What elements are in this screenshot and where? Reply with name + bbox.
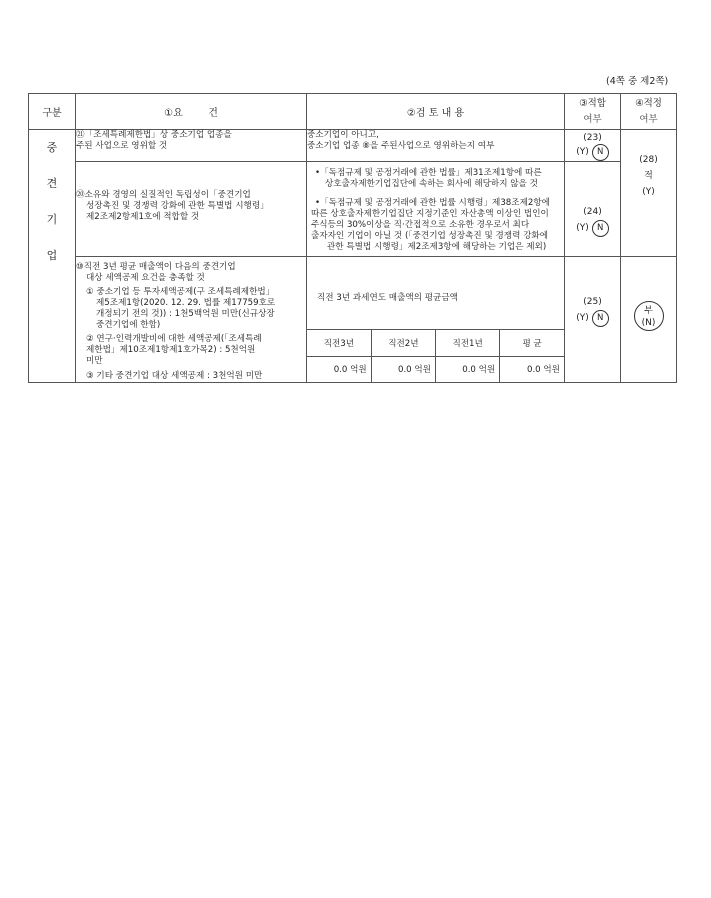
category-char-2: 견 [46, 177, 58, 190]
review-2-line-4: 따른 상호출자제한기업집단 지정기준인 자산총액 이상인 법인이 [311, 209, 549, 219]
adequacy-lower-cell [621, 257, 677, 383]
category-char-3: 기 [46, 213, 58, 226]
review-2-line-6: 출자자인 기업이 아닐 것 (「중견기업 성장촉진 및 경쟁력 강화에 [311, 231, 549, 241]
fit-yes-3[interactable]: (Y) [576, 313, 589, 323]
sales-col-label-2: 직전2년 [371, 330, 435, 356]
header-fit-line2: 여부 [583, 113, 602, 125]
requirement-2-line-2: 성장촉진 및 경쟁력 강화에 관한 특별법 시행령」 [86, 201, 269, 211]
requirement-row-1 [29, 130, 677, 162]
sales-value-3: 0.0 억원 [436, 356, 500, 382]
fit-number-3: (25) [583, 297, 602, 307]
requirement-3-line-1: ⑩직전 3년 평균 매출액이 다음의 중견기업 [76, 262, 236, 272]
requirement-2 [76, 162, 307, 257]
header-fit [565, 94, 621, 130]
requirement-row-3 [29, 257, 677, 383]
requirement-1 [76, 130, 307, 162]
fit-no-circled-1[interactable]: N [592, 144, 609, 161]
requirement-1-line-1: ㉑「조세특례제한법」상 중소기업 업종을 [76, 130, 232, 140]
adequacy-no-circled[interactable] [634, 301, 664, 331]
requirement-3 [76, 257, 307, 383]
review-1-line-1: 중소기업이 아니고, [307, 130, 379, 140]
category-char-1: 중 [46, 141, 58, 154]
header-adequacy-line2: 여부 [639, 113, 658, 125]
category-cell [29, 130, 76, 383]
fit-yes-1[interactable]: (Y) [576, 147, 589, 157]
fit-number-1: (23) [583, 133, 602, 143]
requirement-row-2 [29, 162, 677, 257]
sales-value-2: 0.0 억원 [371, 356, 435, 382]
sales-table-header [307, 330, 564, 356]
requirement-2-line-3: 제2조제2항제1호에 적합할 것 [86, 212, 200, 222]
requirement-3-item-2-line-2: 제한법」제10조제1항제1호가목2) : 5천억원 [86, 345, 256, 355]
header-category: 구분 [29, 94, 76, 130]
fit-no-circled-3[interactable]: N [592, 310, 609, 327]
review-2-line-5: 주식등의 30%이상을 직·간접적으로 소유한 경우로서 최다 [311, 220, 530, 230]
fit-yes-2[interactable]: (Y) [576, 223, 589, 233]
category-char-4: 업 [46, 249, 58, 262]
page-label: (4쪽 중 제2쪽) [606, 76, 669, 87]
requirement-3-item-1-line-3: 개정되기 전의 것)) : 1천5백억원 미만(신규상장 [96, 309, 275, 319]
requirement-3-item-2-line-3: 미만 [86, 356, 103, 366]
inadequacy-char: 부 [644, 306, 653, 316]
review-1-line-2: 중소기업 업종 ⑧을 주된사업으로 영위하는지 여부 [307, 141, 495, 151]
fit-cell-2 [565, 162, 621, 257]
sales-table-values [307, 356, 564, 382]
sales-col-label-1: 직전3년 [323, 338, 355, 349]
sales-table-wrap [307, 329, 564, 382]
requirement-1-line-2: 주된 사업으로 영위할 것 [76, 141, 168, 151]
requirement-2-line-1: ⑳소유와 경영의 실질적인 독립성이「중견기업 [76, 190, 251, 200]
sales-col-label-4: 평 균 [500, 330, 564, 356]
header-review: ②검 토 내 용 [307, 94, 565, 130]
requirement-3-line-2: 대상 세액공제 요건을 충족할 것 [86, 273, 205, 283]
header-row [29, 94, 677, 130]
review-2 [307, 162, 565, 257]
requirement-3-item-1-line-4: 중견기업에 한함) [96, 320, 161, 330]
sales-table [307, 330, 564, 382]
adequacy-char: 적 [644, 171, 653, 181]
fit-cell-3 [565, 257, 621, 383]
requirement-3-item-1-line-2: 제5조제1항(2020. 12. 29. 법률 제17759호로 [96, 298, 276, 308]
review-1 [307, 130, 565, 162]
requirement-3-item-2-line-1: ② 연구·인력개발비에 대한 세액공제(「조세특례 [86, 334, 262, 344]
header-requirement: ①요 건 [76, 94, 307, 130]
inadequacy-no: (N) [641, 318, 656, 328]
sales-col-label-3: 직전1년 [436, 330, 500, 356]
header-adequacy-line1: ④적정 [635, 97, 662, 109]
review-2-line-2: 상호출자제한기업집단에 속하는 회사에 해당하지 않을 것 [325, 179, 538, 189]
fit-no-circled-2[interactable]: N [592, 220, 609, 237]
fit-choice-1 [565, 144, 620, 161]
review-2-line-7: 관한 특별법 시행령」제2조제3항에 해당하는 기업은 제외) [327, 242, 547, 252]
requirement-3-item-3: ③ 기타 중견기업 대상 세액공제 : 3천억원 미만 [86, 371, 263, 381]
review-3 [307, 257, 565, 383]
adequacy-yes[interactable]: (Y) [642, 187, 655, 197]
fit-cell-1 [565, 130, 621, 162]
fit-number-2: (24) [583, 207, 602, 217]
review-2-line-3: •「독점규제 및 공정거래에 관한 법률 시행령」제38조제2항에 [315, 198, 550, 208]
header-adequacy [621, 94, 677, 130]
adequacy-upper-cell [621, 130, 677, 257]
fit-choice-2 [565, 220, 620, 237]
header-fit-line1: ③적합 [579, 97, 606, 109]
sales-value-1: 0.0 억원 [307, 356, 371, 382]
review-2-line-1: •「독점규제 및 공정거래에 관한 법률」제31조제1항에 따른 [315, 168, 542, 178]
requirement-3-item-1-line-1: ① 중소기업 등 투자세액공제(구 조세특례제한법」 [86, 287, 275, 297]
fit-choice-3 [565, 310, 620, 327]
review-form-table [28, 93, 677, 383]
sales-value-4: 0.0 억원 [500, 356, 564, 382]
adequacy-number: (28) [639, 155, 658, 165]
review-3-text: 직전 3년 과세연도 매출액의 평균금액 [317, 293, 458, 303]
